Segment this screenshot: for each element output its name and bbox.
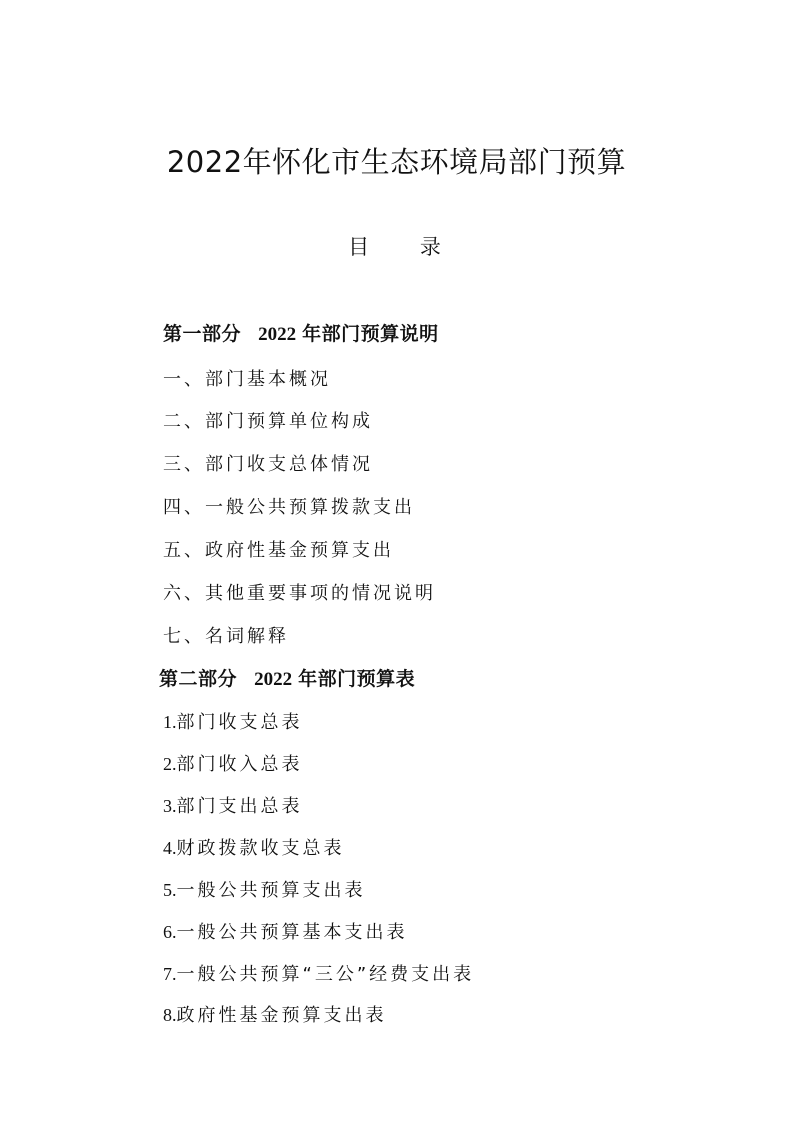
part-two-heading bbox=[159, 664, 415, 691]
toc-table-item bbox=[163, 834, 345, 860]
toc-item-text: 政府性基金预算支出表 bbox=[176, 1005, 387, 1026]
toc-item-text: 一般公共预算支出表 bbox=[176, 880, 366, 901]
toc-table-item bbox=[163, 876, 366, 902]
toc-table-item bbox=[163, 708, 303, 734]
toc-item-number: 7. bbox=[163, 964, 177, 984]
toc-table-item bbox=[163, 792, 303, 818]
document-title: 2022年怀化市生态环境局部门预算 bbox=[166, 145, 627, 179]
toc-item-number: 8. bbox=[163, 1005, 177, 1025]
part-two-text: 年部门预算表 bbox=[298, 668, 416, 690]
toc-item-text: 部门收入总表 bbox=[176, 754, 303, 775]
part-one-label: 第一部分 bbox=[163, 323, 242, 345]
toc-item-text: 一般公共预算“三公”经费支出表 bbox=[176, 964, 475, 985]
toc-item: 二、部门预算单位构成 bbox=[163, 411, 373, 432]
toc-item-number: 5. bbox=[163, 880, 177, 900]
toc-item-text: 一般公共预算基本支出表 bbox=[176, 922, 408, 943]
toc-table-item bbox=[163, 750, 303, 776]
toc-table-item bbox=[163, 1001, 387, 1027]
toc-item-number: 1. bbox=[163, 712, 177, 732]
toc-heading: 目 录 bbox=[348, 235, 463, 259]
toc-table-item bbox=[163, 960, 474, 986]
part-one-year: 2022 bbox=[258, 324, 297, 345]
toc-item-text: 部门收支总表 bbox=[176, 712, 303, 733]
toc-item-number: 3. bbox=[163, 796, 177, 816]
toc-item: 七、名词解释 bbox=[163, 626, 289, 647]
part-one-heading bbox=[163, 319, 439, 346]
toc-item-number: 6. bbox=[163, 922, 177, 942]
toc-table-item bbox=[163, 918, 408, 944]
toc-item: 五、政府性基金预算支出 bbox=[163, 540, 394, 561]
toc-item-number: 2. bbox=[163, 754, 177, 774]
part-two-year: 2022 bbox=[254, 669, 293, 690]
part-two-label: 第二部分 bbox=[159, 668, 238, 690]
toc-item: 四、一般公共预算拨款支出 bbox=[163, 497, 415, 518]
toc-item-text: 部门支出总表 bbox=[176, 796, 303, 817]
toc-item-number: 4. bbox=[163, 838, 177, 858]
part-one-text: 年部门预算说明 bbox=[302, 323, 439, 345]
toc-item: 三、部门收支总体情况 bbox=[163, 454, 373, 475]
toc-item-text: 财政拨款收支总表 bbox=[176, 838, 345, 859]
toc-item: 六、其他重要事项的情况说明 bbox=[163, 583, 436, 604]
toc-item: 一、部门基本概况 bbox=[163, 369, 331, 390]
